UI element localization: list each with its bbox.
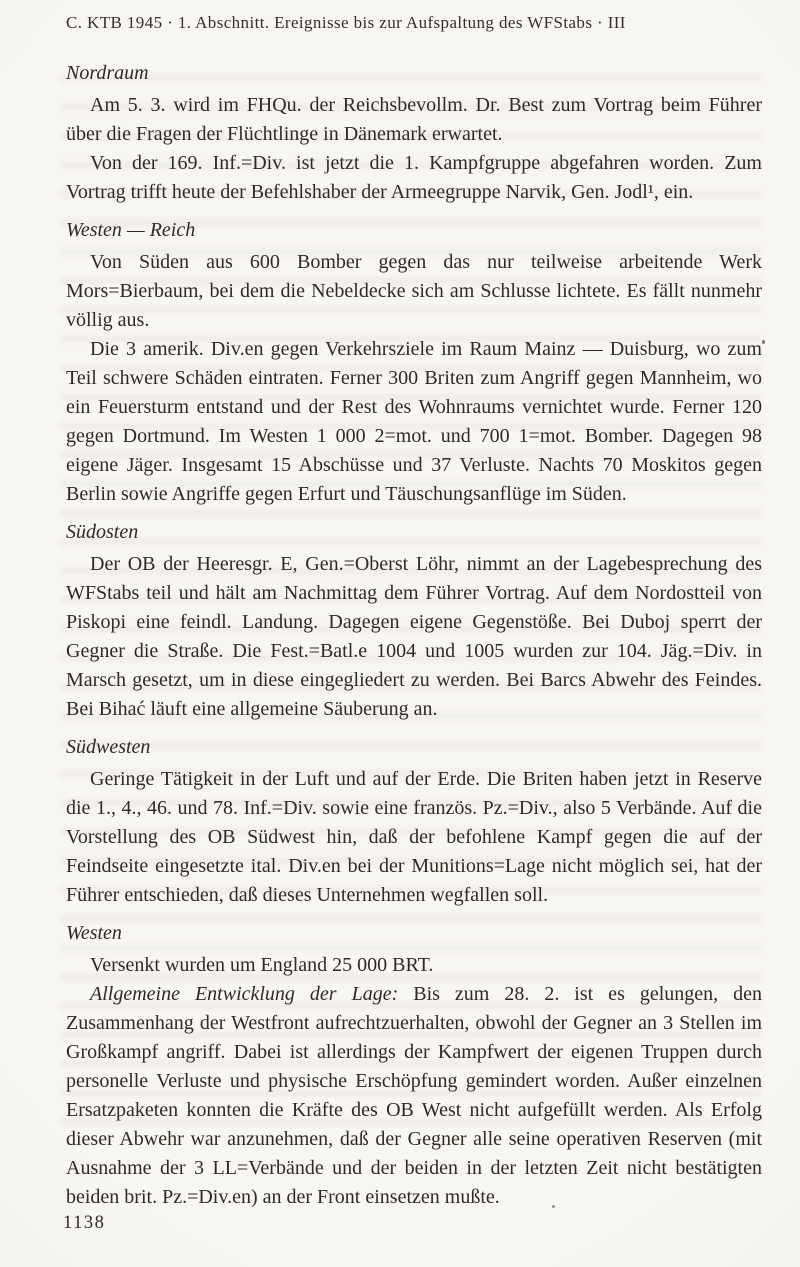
section-heading-suedosten: Südosten [66, 521, 139, 543]
paragraph: Von der 169. Inf.=Div. ist jetzt die 1. Kampfgruppe abgefahren worden. Zum Vortrag trifft heute der Befehlshaber der Armeegruppe Narvik, Gen. Jodl¹, ein. [66, 152, 762, 203]
paragraph-lead-italic: Allgemeine Entwicklung der Lage: [90, 983, 399, 1005]
paragraph: Von Süden aus 600 Bomber gegen das nur teilweise arbeitende Werk Mors=Bierbaum, bei dem die Nebeldecke sich am Schlusse lichtete. Es fällt nunmehr völlig aus. [66, 251, 762, 331]
paragraph: Der OB der Heeresgr. E, Gen.=Oberst Löhr, nimmt an der Lagebesprechung des WFStabs teil und hält am Nachmittag dem Führer Vortrag. Auf dem Nordostteil von Piskopi eine feindl. Landung. Dagegen eigene Gegenstöße. Bei Duboj sperrt der Gegner die Straße. Die Fest.=Batl.e 1004 und 1005 wurden zur 104. Jäg.=Div. in Marsch gesetzt, um in diese eingegliedert zu werden. Bei Barcs Abwehr des Feindes. Bei Bihać läuft eine allgemeine Säuberung an. [66, 553, 762, 720]
scan-speck [762, 340, 765, 344]
section-heading-westen: Westen [66, 922, 122, 944]
scan-speck [552, 1205, 555, 1208]
section-heading-westen-reich: Westen — Reich [66, 219, 196, 241]
paragraph-closing-text: Bis zum 28. 2. ist es gelungen, den Zusammenhang der Westfront aufrechtzuerhalten, obwohl der Gegner an 3 Stellen im Großkampf angriff. Dabei ist allerdings der Kampfwert der eigenen Truppen durch personelle Verluste und physische Erschöpfung gemindert worden. Außer einzelnen Ersatzpaketen konnten die Kräfte des OB West nicht aufgefüllt werden. Als Erfolg dieser Abwehr war anzunehmen, daß der Gegner alle seine operativen Reserven (mit Ausnahme der 3 LL=Verbände und der beiden in der letzten Zeit nicht bestätigten beiden brit. Pz.=Div.en) an der Front einsetzen mußte. [66, 983, 763, 1208]
section-heading-nordraum: Nordraum [66, 62, 149, 84]
paragraph: Am 5. 3. wird im FHQu. der Reichsbevollm. Dr. Best zum Vortrag beim Führer über die Fragen der Flüchtlinge in Dänemark erwartet. [66, 94, 762, 145]
paragraph: Geringe Tätigkeit in der Luft und auf der Erde. Die Briten haben jetzt in Reserve die 1., 4., 46. und 78. Inf.=Div. sowie eine französ. Pz.=Div., also 5 Verbände. Auf die Vorstellung des OB Südwest hin, daß der befohlene Kampf gegen die auf der Feindseite eingesetzte ital. Div.en bei der Munitions=Lage nicht möglich sei, hat der Führer entschieden, daß dieses Unternehmen wegfallen soll. [66, 768, 762, 906]
paragraph-allgemeine-entwicklung [66, 980, 762, 1212]
paragraph: Versenkt wurden um England 25 000 BRT. [90, 954, 434, 976]
section-heading-suedwesten: Südwesten [66, 736, 151, 758]
page-number: 1138 [63, 1213, 106, 1233]
page-body [66, 59, 762, 1212]
running-header: C. KTB 1945 · 1. Abschnitt. Ereignisse bis zur Aufspaltung des WFStabs · III [66, 13, 626, 32]
paragraph: Die 3 amerik. Div.en gegen Verkehrsziele im Raum Mainz — Duisburg, wo zum Teil schwere Schäden eintraten. Ferner 300 Briten zum Angriff gegen Mannheim, wo ein Feuersturm entstand und der Rest des Wohnraums vernichtet wurde. Ferner 120 gegen Dortmund. Im Westen 1 000 2=mot. und 700 1=mot. Bomber. Dagegen 98 eigene Jäger. Insgesamt 15 Abschüsse und 37 Verluste. Nachts 70 Moskitos gegen Berlin sowie Angriffe gegen Erfurt und Täuschungsanflüge im Süden. [66, 338, 762, 505]
